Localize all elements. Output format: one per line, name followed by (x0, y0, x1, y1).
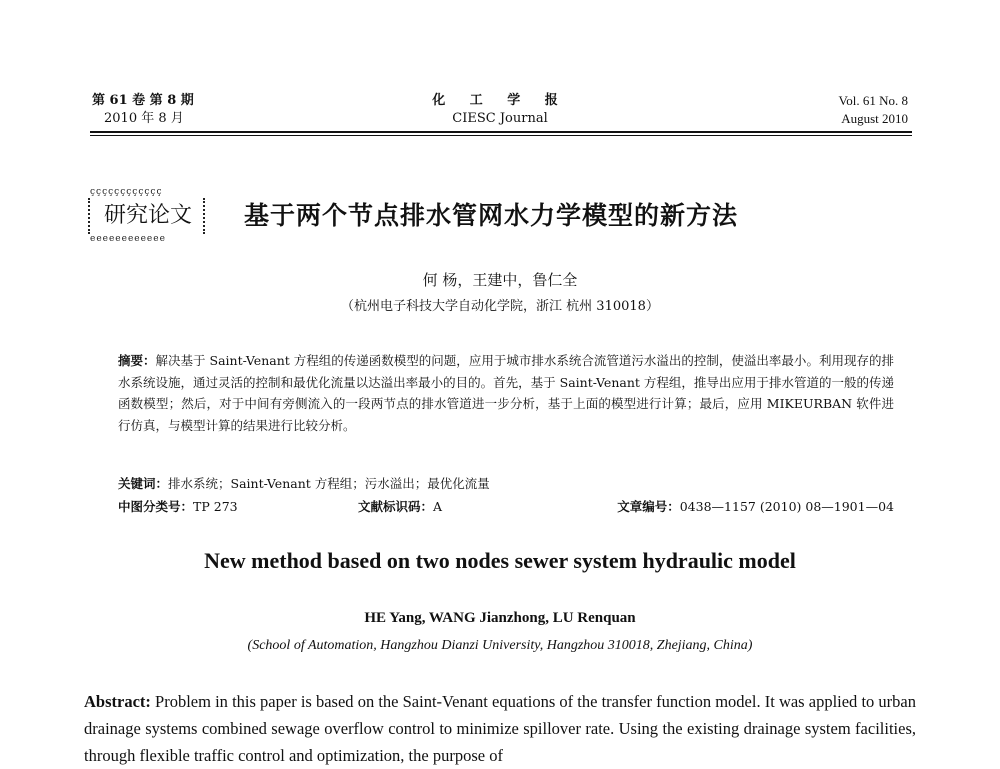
clc-value: TP 273 (193, 499, 238, 514)
abstract-en (84, 688, 916, 769)
article-number-value: 0438—1157 (2010) 08—1901—04 (679, 499, 894, 514)
keywords-cn (118, 474, 894, 494)
doc-code-label: 文献标识码： (358, 499, 434, 514)
journal-name-en: CIESC Journal (452, 111, 548, 126)
abstract-cn (118, 350, 894, 436)
keywords-cn-label: 关键词： (118, 476, 169, 491)
header-date-en: August 2010 (841, 111, 908, 126)
doc-code-value: A (433, 499, 443, 514)
badge-border-bottom: èèèèèèèèèèèè (90, 235, 166, 244)
affiliation-en: (School of Automation, Hangzhou Dianzi University, Hangzhou 310018, Zhejiang, China) (247, 638, 753, 653)
badge-border-top: çççççççççççç (90, 188, 163, 197)
authors-cn: 何 杨，王建中，鲁仁全 (422, 271, 578, 289)
header-rule-thick (90, 131, 912, 133)
clc-number (118, 497, 238, 517)
header-volume-issue-en: Vol. 61 No. 8 (838, 93, 908, 108)
abstract-en-text: Problem in this paper is based on the Saint-Venant equations of the transfer function model. It was applied to urban drainage systems combined sewage overflow control to minimize spillover rate. Using the existing drainage system facilities, through flexible traffic control and optimization, the purpose of (84, 692, 916, 765)
affiliation-cn: （杭州电子科技大学自动化学院，浙江 杭州 310018） (341, 299, 659, 314)
header-date-cn: 2010 年 8 月 (104, 111, 184, 126)
journal-name-cn: 化 工 学 报 (432, 93, 568, 108)
badge-label: 研究论文 (103, 203, 192, 228)
abstract-cn-text: 解决基于 Saint-Venant 方程组的传递函数模型的问题，应用于城市排水系统合流管道污水溢出的控制，使溢出率最小。利用现存的排水系统设施，通过灵活的控制和最优化流量以达溢出率最小的目的。首先，基于 Saint-Venant 方程组，推导出应用于排水管道的一般的传递函数模型；然后，对于中间有旁侧流入的一段两节点的排水管道进一步分析，基于上面的模型进行计算；最后，应用 MIKEURBAN 软件进行仿真，与模型计算的结果进行比较分析。 (118, 353, 894, 433)
keywords-cn-text: 排水系统；Saint-Venant 方程组；污水溢出；最优化流量 (168, 476, 490, 491)
clc-label: 中图分类号： (118, 499, 194, 514)
column-badge (86, 188, 210, 244)
article-number-label: 文章编号： (617, 499, 680, 514)
document-code (358, 497, 442, 517)
paper-title-en: New method based on two nodes sewer system hydraulic model (204, 548, 796, 573)
article-number (617, 497, 894, 517)
header-volume-en (839, 92, 908, 128)
abstract-en-label: Abstract: (84, 692, 151, 711)
abstract-cn-label: 摘要： (118, 353, 156, 368)
header-rule-thin (90, 135, 912, 136)
paper-title-cn: 基于两个节点排水管网水力学模型的新方法 (244, 201, 739, 230)
header-volume-issue-cn: 第 61 卷 第 8 期 (92, 93, 194, 108)
authors-en: HE Yang, WANG Jianzhong, LU Renquan (364, 610, 636, 626)
